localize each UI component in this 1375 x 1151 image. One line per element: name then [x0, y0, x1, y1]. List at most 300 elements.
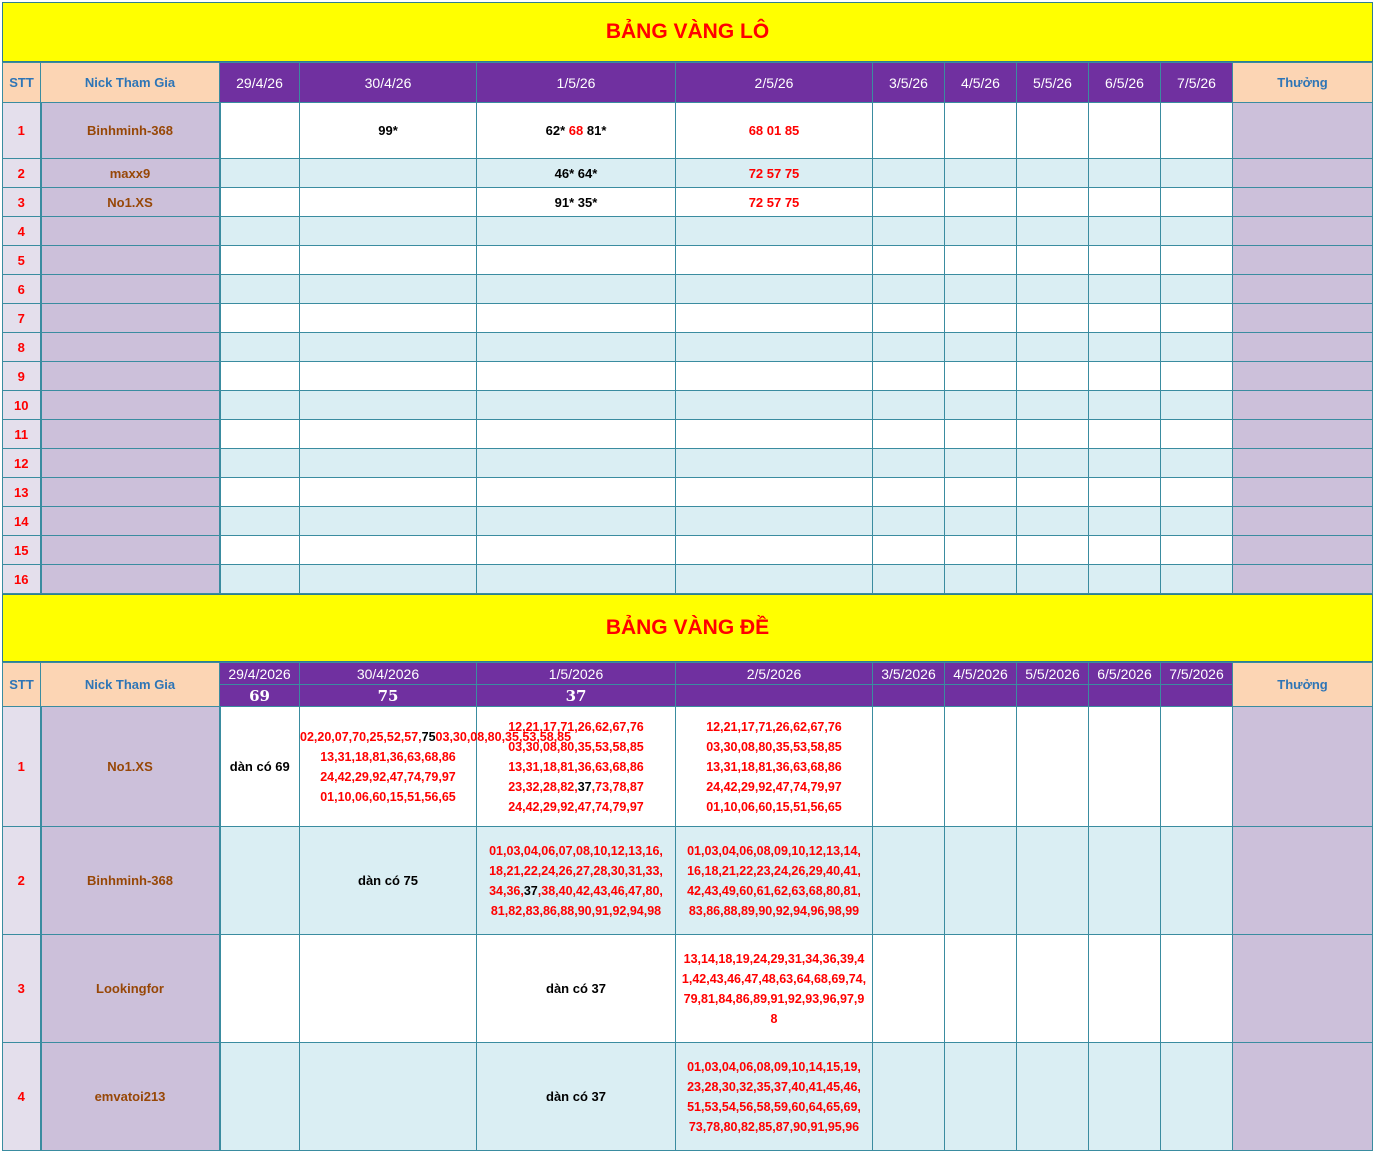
day-cell: [220, 478, 300, 507]
number-line: [477, 797, 675, 817]
table-row: [3, 362, 1373, 391]
reward-cell: [1233, 449, 1373, 478]
day-cell: [945, 391, 1017, 420]
day-cell: [945, 478, 1017, 507]
day-cell: [1089, 304, 1161, 333]
day-cell: [1017, 217, 1089, 246]
nick-name: [41, 507, 220, 536]
lo-title: BẢNG VÀNG LÔ: [605, 20, 770, 43]
number-segment: 73,78,80,82,85,87,90,91,95,96: [688, 1119, 860, 1134]
day-cell: [300, 420, 477, 449]
day-cell: [220, 507, 300, 536]
result-value: [1161, 685, 1233, 707]
row-number: 1: [3, 707, 41, 827]
number-segment: 13,31,18,81,36,63,68,86: [508, 759, 644, 774]
table-row: [3, 449, 1373, 478]
row-number: 16: [3, 565, 41, 594]
number-line: [676, 1117, 872, 1137]
summary-text: dàn có 37: [546, 1089, 606, 1104]
day-cell: [477, 935, 676, 1043]
day-cell: [220, 333, 300, 362]
day-cell: [300, 188, 477, 217]
table-row: [3, 391, 1373, 420]
nick-name: [41, 304, 220, 333]
result-value: [945, 685, 1017, 707]
row-number: 10: [3, 391, 41, 420]
day-cell: [873, 304, 945, 333]
nick-header: Nick Tham Gia: [41, 663, 220, 707]
number-segment: 01,03,04,06,08,09,10,14,15,19,: [687, 1059, 861, 1074]
day-cell: [300, 217, 477, 246]
day-cell: [220, 188, 300, 217]
reward-cell: [1233, 333, 1373, 362]
number-segment: 13,31,18,81,36,63,68,86: [320, 749, 456, 764]
result-value: [1017, 685, 1089, 707]
day-cell: [1161, 420, 1233, 449]
day-cell: [220, 391, 300, 420]
row-number: 4: [3, 1043, 41, 1151]
number-line: [676, 881, 872, 901]
table-row: [3, 935, 1373, 1043]
table-row: [3, 565, 1373, 594]
row-number: 1: [3, 103, 41, 159]
day-cell: [220, 827, 300, 935]
number-segment: 02,20,07,70,25,52,57,: [300, 729, 422, 744]
day-cell: [300, 246, 477, 275]
day-cell: [676, 275, 873, 304]
day-cell: [676, 707, 873, 827]
number-segment: 13,31,18,81,36,63,68,86: [706, 759, 842, 774]
day-cell: [477, 275, 676, 304]
day-cell: [300, 275, 477, 304]
day-cell: [945, 304, 1017, 333]
date-header: 1/5/2026: [477, 663, 676, 685]
day-cell: [477, 362, 676, 391]
table-row: [3, 217, 1373, 246]
day-cell: [1089, 536, 1161, 565]
hit-number: 75: [421, 729, 436, 744]
day-cell: [1161, 362, 1233, 391]
day-cell: [1089, 827, 1161, 935]
day-cell: [477, 103, 676, 159]
day-cell: [676, 188, 873, 217]
day-cell: [1089, 362, 1161, 391]
number-segment: 83,86,88,89,90,92,94,96,98,99: [688, 903, 860, 918]
number-line: [676, 901, 872, 921]
day-cell: [300, 391, 477, 420]
day-cell: [220, 362, 300, 391]
day-cell: [1161, 304, 1233, 333]
day-cell: [477, 1043, 676, 1151]
table-row: [3, 536, 1373, 565]
day-cell: [945, 333, 1017, 362]
day-cell: [676, 391, 873, 420]
day-cell: [676, 827, 873, 935]
date-header: 7/5/2026: [1161, 663, 1233, 685]
number-line: [477, 777, 675, 797]
day-cell: [1089, 507, 1161, 536]
number-line: [477, 861, 675, 881]
day-cell: [300, 536, 477, 565]
number-line: [676, 757, 872, 777]
number-segment: 18,21,22,24,26,27,28,30,31,33,: [489, 863, 663, 878]
pick-text: 62*: [545, 123, 566, 138]
day-cell: [1017, 188, 1089, 217]
day-cell: [220, 449, 300, 478]
date-header: 3/5/26: [873, 63, 945, 103]
day-cell: [1017, 275, 1089, 304]
day-cell: [1161, 103, 1233, 159]
number-segment: 03,30,08,80,35,53,58,85: [706, 739, 842, 754]
day-cell: [676, 217, 873, 246]
day-cell: [477, 217, 676, 246]
day-cell: [300, 827, 477, 935]
number-segment: 42,43,49,60,61,62,63,68,80,81,: [687, 883, 861, 898]
date-header: 29/4/2026: [220, 663, 300, 685]
number-line: [676, 777, 872, 797]
row-number: 3: [3, 935, 41, 1043]
day-cell: [945, 188, 1017, 217]
de-header-row: [3, 663, 1373, 685]
nick-name: [41, 362, 220, 391]
day-cell: [1161, 391, 1233, 420]
day-cell: [676, 478, 873, 507]
reward-cell: [1233, 217, 1373, 246]
row-number: 6: [3, 275, 41, 304]
number-line: [477, 881, 675, 901]
reward-header: Thưởng: [1233, 63, 1373, 103]
day-cell: [220, 103, 300, 159]
day-cell: [676, 246, 873, 275]
day-cell: [676, 565, 873, 594]
pick-text: 99*: [378, 123, 398, 138]
reward-cell: [1233, 391, 1373, 420]
day-cell: [873, 536, 945, 565]
day-cell: [1017, 246, 1089, 275]
day-cell: [873, 478, 945, 507]
day-cell: [676, 304, 873, 333]
day-cell: [1089, 478, 1161, 507]
number-line: [300, 747, 476, 767]
result-value: 75: [300, 685, 477, 707]
pick-text: 81*: [586, 123, 607, 138]
row-number: 9: [3, 362, 41, 391]
day-cell: [873, 159, 945, 188]
nick-name: Binhminh-368: [41, 827, 220, 935]
row-number: 2: [3, 827, 41, 935]
day-cell: [300, 507, 477, 536]
day-cell: [300, 103, 477, 159]
reward-cell: [1233, 478, 1373, 507]
day-cell: [945, 275, 1017, 304]
number-segment: 13,14,18,19,24,29,31,34,36,39,4: [683, 951, 865, 966]
de-table: [2, 662, 1373, 1151]
result-value: 69: [220, 685, 300, 707]
reward-cell: [1233, 188, 1373, 217]
row-number: 11: [3, 420, 41, 449]
day-cell: [477, 507, 676, 536]
reward-cell: [1233, 507, 1373, 536]
table-row: [3, 188, 1373, 217]
number-line: [676, 1009, 872, 1029]
date-header: 5/5/2026: [1017, 663, 1089, 685]
nick-name: emvatoi213: [41, 1043, 220, 1151]
day-cell: [220, 246, 300, 275]
reward-cell: [1233, 1043, 1373, 1151]
day-cell: [300, 478, 477, 507]
day-cell: [300, 333, 477, 362]
day-cell: [676, 449, 873, 478]
number-segment: 24,42,29,92,47,74,79,97: [320, 769, 456, 784]
reward-cell: [1233, 275, 1373, 304]
number-segment: 34,36,: [489, 883, 524, 898]
number-line: [676, 949, 872, 969]
day-cell: [1089, 707, 1161, 827]
hit-text: 68 01 85: [748, 123, 800, 138]
day-cell: [1161, 827, 1233, 935]
summary-text: dàn có 37: [546, 981, 606, 996]
nick-name: No1.XS: [41, 707, 220, 827]
summary-text: dàn có 69: [229, 759, 290, 774]
reward-cell: [1233, 420, 1373, 449]
day-cell: [945, 1043, 1017, 1151]
day-cell: [1089, 188, 1161, 217]
day-cell: [873, 827, 945, 935]
day-cell: [873, 391, 945, 420]
row-number: 2: [3, 159, 41, 188]
number-segment: 01,10,06,60,15,51,56,65: [706, 799, 842, 814]
hit-number: 37: [523, 883, 538, 898]
number-segment: 23,28,30,32,35,37,40,41,45,46,: [687, 1079, 861, 1094]
table-row: [3, 1043, 1373, 1151]
day-cell: [676, 362, 873, 391]
stt-header: STT: [3, 663, 41, 707]
day-cell: [220, 275, 300, 304]
day-cell: [1161, 536, 1233, 565]
day-cell: [945, 362, 1017, 391]
date-header: 6/5/26: [1089, 63, 1161, 103]
date-header: 2/5/2026: [676, 663, 873, 685]
number-segment: 24,42,29,92,47,74,79,97: [508, 799, 644, 814]
pick-text: 91* 35*: [554, 194, 598, 210]
row-number: 4: [3, 217, 41, 246]
number-segment: 01,10,06,60,15,51,56,65: [320, 789, 456, 804]
hit-number: 37: [577, 779, 592, 794]
date-header: 29/4/26: [220, 63, 300, 103]
day-cell: [873, 420, 945, 449]
number-line: [300, 727, 572, 747]
nick-name: [41, 536, 220, 565]
table-row: [3, 707, 1373, 827]
nick-name: Binhminh-368: [41, 103, 220, 159]
day-cell: [220, 217, 300, 246]
day-cell: [477, 159, 676, 188]
day-cell: [1017, 507, 1089, 536]
number-line: [477, 841, 675, 861]
row-number: 15: [3, 536, 41, 565]
day-cell: [945, 449, 1017, 478]
day-cell: [477, 565, 676, 594]
day-cell: [1017, 707, 1089, 827]
reward-cell: [1233, 304, 1373, 333]
day-cell: [873, 275, 945, 304]
day-cell: [1161, 565, 1233, 594]
day-cell: [873, 333, 945, 362]
date-header: 5/5/26: [1017, 63, 1089, 103]
day-cell: [945, 827, 1017, 935]
day-cell: [873, 217, 945, 246]
reward-cell: [1233, 103, 1373, 159]
day-cell: [1017, 935, 1089, 1043]
number-line: [676, 861, 872, 881]
nick-name: [41, 217, 220, 246]
day-cell: [945, 103, 1017, 159]
number-line: [676, 989, 872, 1009]
day-cell: [945, 217, 1017, 246]
number-segment: 8: [770, 1011, 778, 1026]
reward-cell: [1233, 362, 1373, 391]
day-cell: [1089, 420, 1161, 449]
day-cell: [945, 707, 1017, 827]
day-cell: [873, 507, 945, 536]
day-cell: [945, 159, 1017, 188]
day-cell: [873, 103, 945, 159]
number-segment: 01,03,04,06,07,08,10,12,13,16,: [489, 843, 663, 858]
day-cell: [1089, 565, 1161, 594]
day-cell: [1017, 103, 1089, 159]
day-cell: [477, 304, 676, 333]
number-segment: 23,32,28,82,: [508, 779, 578, 794]
reward-cell: [1233, 536, 1373, 565]
number-line: [300, 787, 476, 807]
nick-name: [41, 275, 220, 304]
reward-cell: [1233, 159, 1373, 188]
day-cell: [1161, 707, 1233, 827]
day-cell: [1161, 507, 1233, 536]
day-cell: [477, 827, 676, 935]
table-row: [3, 478, 1373, 507]
hit-text: 72 57 75: [748, 165, 800, 181]
number-segment: 51,53,54,56,58,59,60,64,65,69,: [687, 1099, 861, 1114]
reward-cell: [1233, 565, 1373, 594]
day-cell: [1017, 391, 1089, 420]
table-row: [3, 275, 1373, 304]
reward-cell: [1233, 707, 1373, 827]
date-header: 4/5/26: [945, 63, 1017, 103]
reward-header: Thưởng: [1233, 663, 1373, 707]
row-number: 12: [3, 449, 41, 478]
day-cell: [1161, 246, 1233, 275]
number-list: [676, 717, 872, 817]
hit-text: 72 57 75: [748, 194, 800, 210]
table-row: [3, 304, 1373, 333]
day-cell: [945, 246, 1017, 275]
de-title-banner: [2, 594, 1373, 662]
day-cell: [1161, 333, 1233, 362]
day-cell: [1017, 536, 1089, 565]
table-row: [3, 333, 1373, 362]
date-header: 1/5/26: [477, 63, 676, 103]
day-cell: [873, 565, 945, 594]
day-cell: [1161, 449, 1233, 478]
stt-header: STT: [3, 63, 41, 103]
day-cell: [945, 935, 1017, 1043]
nick-name: [41, 565, 220, 594]
day-cell: [1017, 304, 1089, 333]
lo-title-banner: [2, 2, 1373, 62]
day-cell: [676, 536, 873, 565]
day-cell: [873, 1043, 945, 1151]
day-cell: [1089, 333, 1161, 362]
day-cell: [676, 420, 873, 449]
day-cell: [300, 1043, 477, 1151]
number-segment: 81,82,83,86,88,90,91,92,94,98: [490, 903, 662, 918]
day-cell: [220, 565, 300, 594]
result-value: [676, 685, 873, 707]
day-cell: [1161, 275, 1233, 304]
table-row: [3, 159, 1373, 188]
number-list: [676, 841, 872, 921]
day-cell: [945, 420, 1017, 449]
day-cell: [1161, 188, 1233, 217]
number-line: [676, 1097, 872, 1117]
day-cell: [1017, 478, 1089, 507]
day-cell: [873, 935, 945, 1043]
number-segment: 03,30,08,80,35,53,58,85: [435, 729, 572, 744]
day-cell: [220, 420, 300, 449]
day-cell: [300, 449, 477, 478]
result-value: [873, 685, 945, 707]
pick-text: 46* 64*: [554, 165, 598, 181]
day-cell: [945, 507, 1017, 536]
row-number: 13: [3, 478, 41, 507]
number-line: [676, 1077, 872, 1097]
day-cell: [1089, 217, 1161, 246]
day-cell: [477, 449, 676, 478]
day-cell: [1161, 159, 1233, 188]
day-cell: [1017, 333, 1089, 362]
day-cell: [1089, 159, 1161, 188]
number-line: [676, 841, 872, 861]
day-cell: [1089, 275, 1161, 304]
table-row: [3, 103, 1373, 159]
day-cell: [300, 304, 477, 333]
reward-cell: [1233, 246, 1373, 275]
day-cell: [676, 159, 873, 188]
nick-header: Nick Tham Gia: [41, 63, 220, 103]
day-cell: [1017, 362, 1089, 391]
day-cell: [220, 707, 300, 827]
day-cell: [1161, 1043, 1233, 1151]
hit-text: 68: [568, 123, 584, 138]
day-cell: [477, 333, 676, 362]
number-segment: 16,18,21,22,23,24,26,29,40,41,: [687, 863, 861, 878]
nick-name: [41, 246, 220, 275]
day-cell: [477, 420, 676, 449]
table-row: [3, 420, 1373, 449]
day-cell: [477, 536, 676, 565]
number-line: [676, 797, 872, 817]
day-cell: [1017, 159, 1089, 188]
number-list: [477, 841, 675, 921]
nick-name: [41, 391, 220, 420]
row-number: 5: [3, 246, 41, 275]
day-cell: [873, 246, 945, 275]
date-header: 30/4/2026: [300, 663, 477, 685]
day-cell: [220, 935, 300, 1043]
day-cell: [1017, 449, 1089, 478]
nick-name: [41, 478, 220, 507]
